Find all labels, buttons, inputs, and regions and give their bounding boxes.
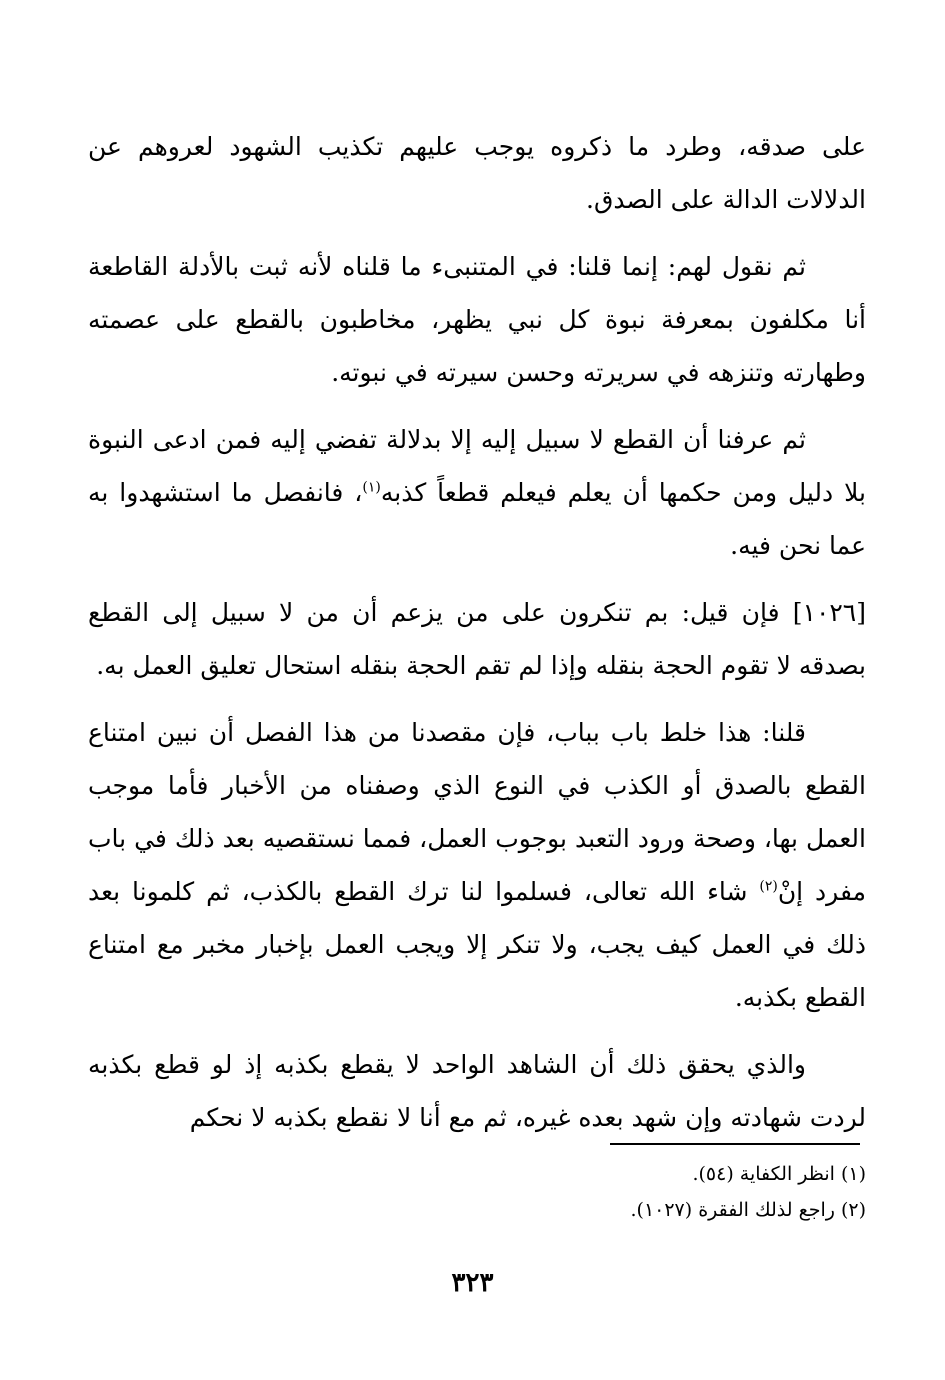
footnote-marker-2: (٢) — [759, 878, 778, 895]
footnote-1: (١) انظر الكفاية (٥٤). — [692, 1163, 866, 1185]
paragraph-3-text-before: ثم عرفنا أن القطع لا سبيل إليه إلا بدلالة تفضي إليه فمن ادعى النبوة بلا دليل ومن حكمها أن يعلم فيعلم قطعاً كذبه — [88, 425, 866, 507]
paragraph-2: ثم نقول لهم: إنما قلنا: في المتنبىء ما قلناه لأنه ثبت بالأدلة القاطعة أنا مكلفون بمعرفة نبوة كل نبي يظهر، مخاطبون بالقطع على عصمته وطهارته وتنزهه في سريرته وحسن سيرته في نبوته. — [88, 252, 866, 387]
paragraph-3 — [88, 413, 866, 572]
paragraph-5 — [88, 706, 866, 1024]
paragraph-3-text-after: ، فانفصل ما استشهدوا به عما نحن فيه. — [88, 478, 866, 560]
main-text — [88, 120, 866, 1144]
paragraph-5-text-before: قلنا: هذا خلط باب بباب، فإن مقصدنا من هذا الفصل أن نبين امتناع القطع بالصدق أو الكذب في النوع الذي وصفناه من الأخبار فأما موجب العمل بها، وصحة ورود التعبد بوجوب العمل، فمما نستقصيه بعد ذلك في باب مفرد إنْ — [88, 718, 866, 906]
page-number: ٣٢٣ — [451, 1268, 494, 1298]
footnote-2: (٢) راجع لذلك الفقرة (١٠٢٧). — [630, 1199, 866, 1221]
footnote-marker-1: (١) — [362, 479, 381, 496]
paragraph-4: [١٠٢٦] فإن قيل: بم تنكرون على من يزعم أن من لا سبيل إلى القطع بصدقه لا تقوم الحجة بنقله وإذا لم تقم الحجة بنقله استحال تعليق العمل به. — [88, 598, 866, 680]
footnotes — [300, 1156, 866, 1228]
footnote-separator — [610, 1143, 860, 1145]
paragraph-5-text-after: شاء الله تعالى، فسلموا لنا ترك القطع بالكذب، ثم كلمونا بعد ذلك في العمل كيف يجب، ولا تنكر إلا ويجب العمل بإخبار مخبر مع امتناع القطع بكذبه. — [88, 877, 866, 1012]
paragraph-6: والذي يحقق ذلك أن الشاهد الواحد لا يقطع بكذبه إذ لو قطع بكذبه لردت شهادته وإن شهد بعده غيره، ثم مع أنا لا نقطع بكذبه لا نحكم — [88, 1050, 866, 1132]
paragraph-1: على صدقه، وطرد ما ذكروه يوجب عليهم تكذيب الشهود لعروهم عن الدلالات الدالة على الصدق. — [88, 132, 866, 214]
